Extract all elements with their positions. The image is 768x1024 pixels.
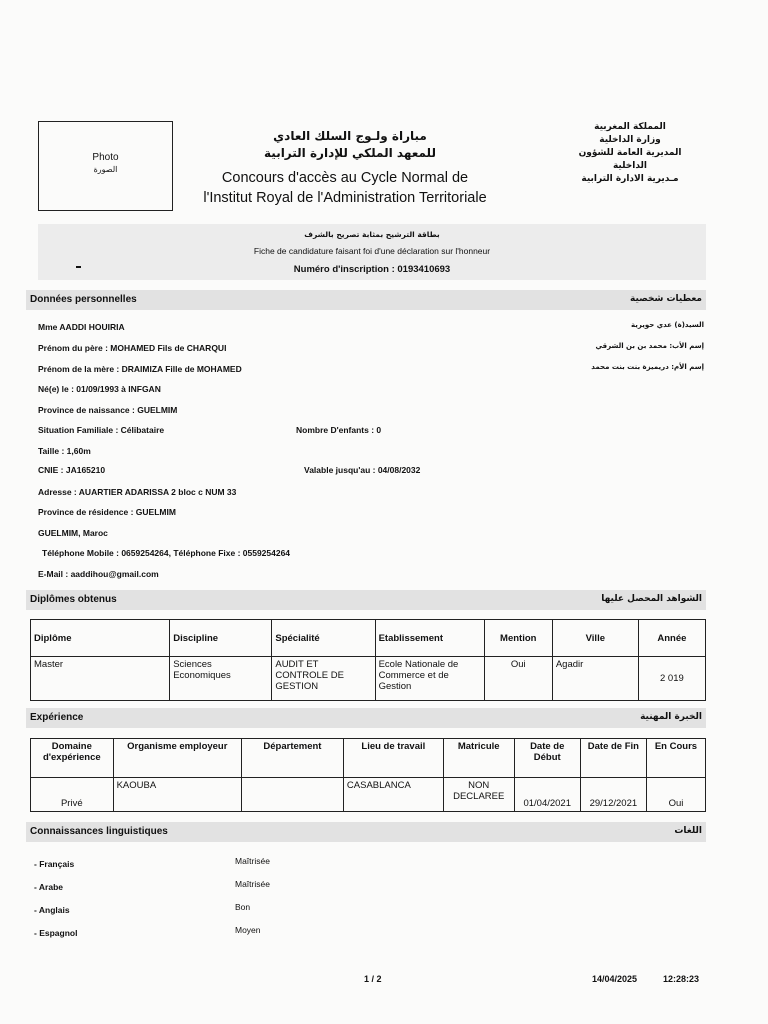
column-header: Département: [241, 739, 343, 778]
cell-matricule: NON DECLAREE: [443, 778, 514, 812]
cell-speciality: AUDIT ET CONTROLE DE GESTION: [272, 657, 375, 701]
column-header: Etablissement: [375, 620, 484, 657]
column-header: Année: [638, 620, 705, 657]
experience-table: [30, 738, 706, 812]
candidate-name: Mme AADDI HOUIRIA: [38, 322, 125, 332]
father-name: Prénom du père : MOHAMED Fils de CHARQUI: [38, 343, 227, 353]
cell-domain: Privé: [31, 778, 114, 812]
column-header: En Cours: [646, 739, 705, 778]
cell-city: Agadir: [552, 657, 638, 701]
residence-province: Province de résidence : GUELMIM: [38, 507, 176, 517]
title-ar-line: للمعهد الملكي للإدارة الترابية: [264, 146, 436, 160]
column-header: Date de Fin: [580, 739, 646, 778]
column-header: Discipline: [170, 620, 272, 657]
section-experience: [26, 708, 706, 728]
father-name-ar: إسم الأب: محمد بن بن الشرقي: [595, 342, 704, 350]
column-header: Diplôme: [31, 620, 170, 657]
section-title: Données personnelles: [30, 294, 137, 305]
column-header: Organisme employeur: [113, 739, 241, 778]
children-count: Nombre D'enfants : 0: [296, 425, 382, 435]
column-header: Mention: [484, 620, 552, 657]
photo-label-ar: الصورة: [93, 165, 118, 174]
cell-employer: KAOUBA: [113, 778, 241, 812]
cnie-validity: Valable jusqu'au : 04/08/2032: [304, 465, 421, 475]
cell-ongoing: Oui: [646, 778, 705, 812]
fiche-ar: بطاقة الترشيح بمثابة تصريح بالشرف: [304, 230, 440, 239]
page-title: [160, 168, 530, 208]
candidate-name-ar: السيد(ة) عدي حويرية: [631, 321, 704, 329]
section-title: Diplômes obtenus: [30, 594, 117, 605]
ministry-header: [560, 121, 700, 186]
address: Adresse : AUARTIER ADARISSA 2 bloc c NUM 33: [38, 487, 237, 497]
fiche-banner: [38, 224, 706, 280]
section-title-ar: الخبرة المهنية: [640, 712, 702, 722]
birth-province: Province de naissance : GUELMIM: [38, 405, 178, 415]
cell-start-date: 01/04/2021: [514, 778, 580, 812]
section-title: Connaissances linguistiques: [30, 826, 168, 837]
phones: Téléphone Mobile : 0659254264, Téléphone Fixe : 0559254264: [42, 548, 291, 558]
family-status: Situation Familiale : Célibataire: [38, 425, 165, 435]
language-level: Maîtrisée: [235, 879, 270, 889]
language-name: - Français: [34, 859, 75, 869]
table-row: [31, 778, 706, 812]
column-header: Domaine d'expérience: [31, 739, 114, 778]
title-line: l'Institut Royal de l'Administration Territoriale: [203, 190, 487, 206]
language-level: Moyen: [235, 925, 261, 935]
cnie: CNIE : JA165210: [38, 465, 106, 475]
column-header: Lieu de travail: [343, 739, 443, 778]
fiche-fr: Fiche de candidature faisant foi d'une déclaration sur l'honneur: [253, 246, 491, 256]
column-header: Spécialité: [272, 620, 375, 657]
page-number: 1 / 2: [364, 974, 382, 984]
title-ar: [200, 128, 500, 162]
print-date: 14/04/2025: [592, 974, 638, 984]
cell-department: [241, 778, 343, 812]
language-level: Bon: [235, 902, 251, 912]
column-header: Matricule: [443, 739, 514, 778]
cell-end-date: 29/12/2021: [580, 778, 646, 812]
table-row: [31, 657, 706, 701]
ministry-line: وزارة الداخلية: [599, 135, 661, 145]
mother-name-ar: إسم الأم: دريميزة بنت بنت محمد: [591, 363, 704, 371]
ministry-line: المملكة المغربية: [594, 122, 666, 132]
ministry-line: مـديرية الادارة الترابية: [581, 174, 679, 184]
birth-info: Né(e) le : 01/09/1993 à INFGAN: [38, 384, 161, 394]
title-ar-line: مباراة ولـوج السلك العادي: [273, 129, 427, 143]
language-name: - Espagnol: [34, 928, 78, 938]
cell-establishment: Ecole Nationale de Commerce et de Gestion: [375, 657, 484, 701]
cell-mention: Oui: [484, 657, 552, 701]
mother-name: Prénom de la mère : DRAIMIZA Fille de MOHAMED: [38, 364, 242, 374]
photo-box: [38, 121, 173, 211]
section-languages: [26, 822, 706, 842]
cell-discipline: Sciences Economiques: [170, 657, 272, 701]
section-title-ar: اللغات: [674, 826, 702, 836]
city: GUELMIM, Maroc: [38, 528, 108, 538]
section-personal: [26, 290, 706, 310]
inscription-number: Numéro d'inscription : 0193410693: [293, 264, 451, 275]
section-title: Expérience: [30, 712, 84, 723]
section-title-ar: معطيات شخصية: [630, 294, 702, 304]
language-level: Maîtrisée: [235, 856, 270, 866]
cell-year: 2 019: [638, 657, 705, 701]
column-header: Ville: [552, 620, 638, 657]
print-time: 12:28:23: [663, 974, 700, 984]
table-header-row: [31, 739, 706, 778]
photo-label: Photo: [92, 152, 119, 163]
ministry-line: المديرية العامة للشؤون الداخلية: [578, 148, 682, 171]
language-name: - Anglais: [34, 905, 70, 915]
section-diplomas: [26, 590, 706, 610]
diplomas-table: [30, 619, 706, 701]
section-title-ar: الشواهد المحصل عليها: [601, 594, 702, 604]
table-header-row: [31, 620, 706, 657]
title-line: Concours d'accès au Cycle Normal de: [221, 170, 469, 186]
language-name: - Arabe: [34, 882, 63, 892]
column-header: Date de Début: [514, 739, 580, 778]
height: Taille : 1,60m: [38, 446, 91, 456]
cell-location: CASABLANCA: [343, 778, 443, 812]
cell-diploma: Master: [31, 657, 170, 701]
email: E-Mail : aaddihou@gmail.com: [38, 569, 159, 579]
